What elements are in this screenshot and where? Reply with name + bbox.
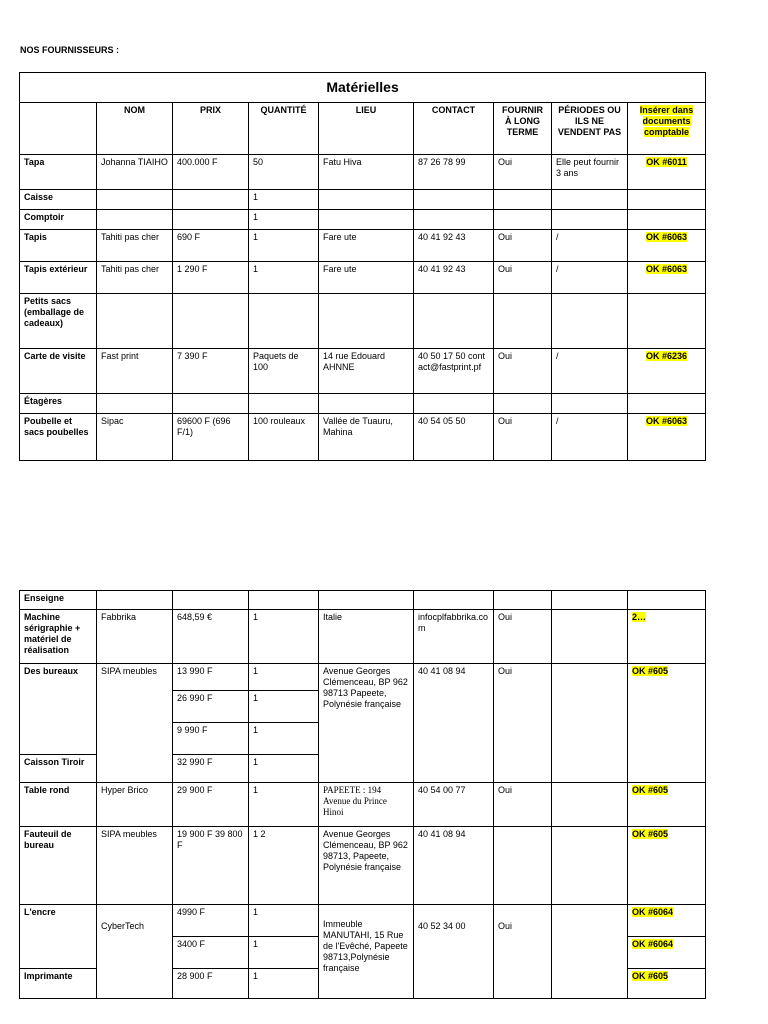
item-name: Comptoir [20,210,97,230]
item-name: Machine sérigraphie + matériel de réalisation [20,610,97,664]
accounting-status: OK #6011 [628,155,706,190]
col-header-nom: NOM [97,103,173,155]
table-row [20,905,706,937]
price: 9 990 F [173,723,249,755]
contact [414,190,494,210]
table-row [20,155,706,190]
item-name: Poubelle et sacs poubelles [20,414,97,461]
supplier-name: Sipac [97,414,173,461]
supplier-name: Hyper Brico [97,783,173,827]
price: 4990 F [173,905,249,937]
item-name: Fauteuil de bureau [20,827,97,905]
periods: / [552,230,628,262]
supplier-name: Tahiti pas cher [97,230,173,262]
price [173,294,249,349]
supplier-name: SIPA meubles [97,664,173,783]
location: Vallée de Tuauru, Mahina [319,414,414,461]
col-header-lieu: LIEU [319,103,414,155]
quantity: Paquets de 100 [249,349,319,394]
col-header-periodes: PÉRIODES OU ILS NE VENDENT PAS [552,103,628,155]
quantity: 1 [249,969,319,999]
quantity: 1 [249,755,319,783]
price: 29 900 F [173,783,249,827]
contact: 40 41 92 43 [414,230,494,262]
item-name: Enseigne [20,591,97,610]
periods: / [552,262,628,294]
long-term: Oui [494,262,552,294]
price: 1 290 F [173,262,249,294]
table-row [20,783,706,827]
col-header-prix: PRIX [173,103,249,155]
quantity: 1 2 [249,827,319,905]
supplier-name: SIPA meubles [97,827,173,905]
item-name: Caisson Tiroir [20,755,97,783]
item-name: Tapis extérieur [20,262,97,294]
periods [552,210,628,230]
supplier-name [97,210,173,230]
item-name: Table rond [20,783,97,827]
accounting-status: OK #6236 [628,349,706,394]
quantity: 100 rouleaux [249,414,319,461]
quantity: 1 [249,262,319,294]
long-term: Oui [494,230,552,262]
periods: / [552,349,628,394]
long-term: Oui [494,664,552,783]
item-name: L'encre [20,905,97,969]
table-row [20,230,706,262]
price: 19 900 F 39 800 F [173,827,249,905]
price [173,394,249,414]
location [319,294,414,349]
header-row [20,103,706,155]
long-term: Oui [494,155,552,190]
location: Italie [319,610,414,664]
quantity: 1 [249,210,319,230]
contact: 87 26 78 99 [414,155,494,190]
table-row [20,210,706,230]
location: 14 rue Edouard AHNNE [319,349,414,394]
location: Immeuble MANUTAHI, 15 Rue de l'Evêché, Papeete 98713,Polynésie française [319,905,414,999]
table-row [20,591,706,610]
price: 69600 F (696 F/1) [173,414,249,461]
accounting-status [628,394,706,414]
price: 648,59 € [173,610,249,664]
table-row [20,294,706,349]
item-name: Petits sacs (emballage de cadeaux) [20,294,97,349]
supplier-name: CyberTech [97,905,173,999]
quantity: 1 [249,664,319,691]
location: Avenue Georges Clémenceau, BP 962 98713 Papeete, Polynésie française [319,664,414,783]
contact: 40 52 34 00 [414,905,494,999]
accounting-status [628,190,706,210]
contact: 40 41 92 43 [414,262,494,294]
quantity: 1 [249,691,319,723]
location: Fatu Hiva [319,155,414,190]
quantity [249,294,319,349]
accounting-status [628,210,706,230]
price: 13 990 F [173,664,249,691]
contact: infocplfabbrika.com [414,610,494,664]
supplier-name [97,190,173,210]
quantity: 1 [249,937,319,969]
supplier-name: Fabbrika [97,610,173,664]
accounting-status: OK #6063 [628,262,706,294]
long-term: Oui [494,610,552,664]
long-term [494,190,552,210]
periods [552,190,628,210]
location [319,190,414,210]
contact: 40 41 08 94 [414,827,494,905]
col-header [20,103,97,155]
supplier-name [97,294,173,349]
supplier-name [97,394,173,414]
contact: 40 54 05 50 [414,414,494,461]
price: 32 990 F [173,755,249,783]
table-row [20,262,706,294]
contact: 40 41 08 94 [414,664,494,783]
item-name: Tapis [20,230,97,262]
item-name: Caisse [20,190,97,210]
contact: 40 50 17 50 contact@fastprint.pf [414,349,494,394]
table-row [20,827,706,905]
long-term: Oui [494,905,552,999]
quantity [249,394,319,414]
contact: 40 54 00 77 [414,783,494,827]
accounting-status: OK #6064 [628,937,706,969]
location: Fare ute [319,262,414,294]
table-title: Matérielles [20,73,706,103]
accounting-status [628,294,706,349]
location: PAPEETE : 194 Avenue du Prince Hinoi [319,783,414,827]
periods: / [552,414,628,461]
quantity: 1 [249,905,319,937]
table-row [20,394,706,414]
item-name: Carte de visite [20,349,97,394]
long-term: Oui [494,349,552,394]
contact [414,294,494,349]
table-row [20,414,706,461]
table-row [20,349,706,394]
price: 3400 F [173,937,249,969]
long-term [494,394,552,414]
price: 28 900 F [173,969,249,999]
quantity: 1 [249,190,319,210]
accounting-status: OK #605 [628,664,706,783]
location: Fare ute [319,230,414,262]
quantity: 1 [249,610,319,664]
accounting-status: OK #605 [628,783,706,827]
contact [414,394,494,414]
price: 7 390 F [173,349,249,394]
item-name: Étagères [20,394,97,414]
supplier-name: Johanna TIAIHO [97,155,173,190]
price: 400.000 F [173,155,249,190]
price [173,190,249,210]
price [173,210,249,230]
accounting-status: 2… [628,610,706,664]
accounting-status: OK #605 [628,827,706,905]
location [319,210,414,230]
long-term: Oui [494,783,552,827]
long-term [494,294,552,349]
accounting-status: OK #6063 [628,414,706,461]
supplier-name: Tahiti pas cher [97,262,173,294]
table-row [20,610,706,664]
col-header-long-terme: FOURNIR À LONG TERME [494,103,552,155]
equipment-table [19,590,706,999]
item-name: Des bureaux [20,664,97,755]
long-term [494,210,552,230]
contact [414,210,494,230]
page-heading: NOS FOURNISSEURS : [20,45,120,55]
materials-table [19,72,706,461]
accounting-status: OK #6063 [628,230,706,262]
accounting-status: OK #605 [628,969,706,999]
price: 26 990 F [173,691,249,723]
col-header-comptable: Insérer dans documents comptable [628,103,706,155]
location: Avenue Georges Clémenceau, BP 962 98713, Papeete, Polynésie française [319,827,414,905]
long-term: Oui [494,414,552,461]
table-row [20,664,706,691]
supplier-name: Fast print [97,349,173,394]
price: 690 F [173,230,249,262]
accounting-status: OK #6064 [628,905,706,937]
quantity: 1 [249,230,319,262]
table-row [20,190,706,210]
col-header-quantite: QUANTITÉ [249,103,319,155]
quantity: 1 [249,783,319,827]
location [319,394,414,414]
item-name: Tapa [20,155,97,190]
quantity: 1 [249,723,319,755]
quantity: 50 [249,155,319,190]
periods [552,294,628,349]
item-name: Imprimante [20,969,97,999]
periods [552,394,628,414]
periods: Elle peut fournir 3 ans [552,155,628,190]
col-header-contact: CONTACT [414,103,494,155]
